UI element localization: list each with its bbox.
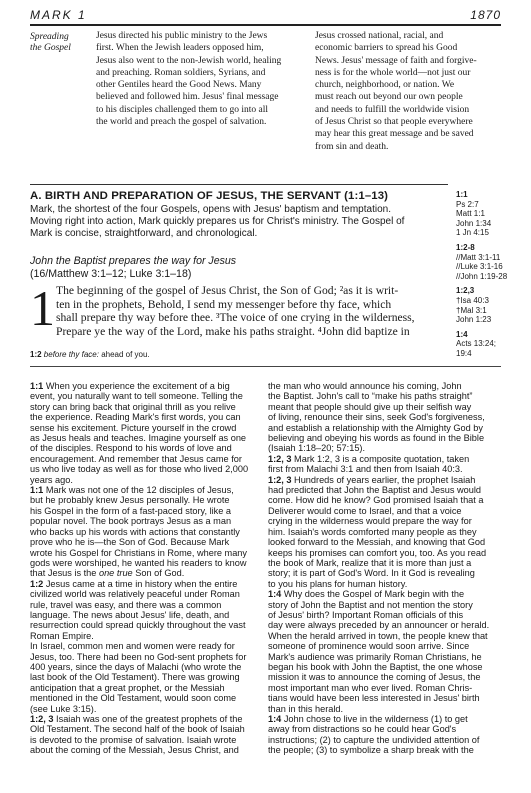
cross-reference-link: 19:4	[456, 348, 472, 358]
study-note-text: resurrection could spread quickly throughout the vast	[30, 620, 246, 631]
study-note-line	[30, 714, 260, 724]
study-note-line	[30, 662, 260, 672]
cross-reference-link: Ps 2:7	[456, 199, 479, 209]
cross-reference-group	[456, 330, 516, 359]
study-note-text: sense his excitement. Picture yourself in the crowd	[30, 422, 237, 433]
study-note-text: When the herald arrived in town, the people knew that	[268, 630, 488, 641]
study-note-text: began his book with John the Baptist, the one whose	[268, 661, 483, 672]
study-note-line	[30, 724, 260, 734]
study-note-line	[30, 579, 260, 589]
study-note-line	[268, 652, 501, 662]
intro-line: Mark, the shortest of the four Gospels, opens with Jesus' baptism and temptation.	[30, 204, 391, 215]
study-note-text: and establish a relationship with the Almighty God by	[268, 422, 484, 433]
cross-reference-link: 1 Jn 4:15	[456, 228, 489, 238]
study-note-line	[268, 433, 501, 443]
study-note-text: come. How did he know? God promised Isaiah that a	[268, 495, 484, 506]
feature-text-line: first. When the Jewish leaders opposed him,	[96, 43, 264, 54]
study-note-line	[30, 600, 260, 610]
feature-text-line: other Gentiles heard the Good News. Many	[96, 80, 262, 91]
study-note-text: day were always preceded by an announcer or herald.	[268, 620, 490, 631]
study-note-line	[30, 423, 260, 433]
study-note-line	[30, 631, 260, 641]
study-note-line	[268, 464, 501, 474]
study-note-text: of the disciples. Respond to his words of love and	[30, 443, 232, 454]
study-note-line	[30, 537, 260, 547]
study-note-text: to you his plans for human history.	[268, 578, 408, 589]
study-note-line	[268, 423, 501, 433]
feature-text-line: News. Jesus' message of faith and forgive-	[315, 55, 477, 66]
cross-reference-link: //Luke 3:1-16	[456, 262, 503, 272]
cross-reference-link: John 1:34	[456, 218, 492, 228]
study-note-line	[268, 735, 501, 745]
study-note-ref: 1:2	[30, 578, 44, 589]
study-note-text: story; it is part of God's Word. In it God is revealing	[268, 568, 475, 579]
study-note-line	[268, 589, 501, 599]
study-note-line	[30, 548, 260, 558]
study-note-line	[268, 495, 501, 505]
study-note-text: the experience. Reading Mark's first words, you can	[30, 412, 241, 423]
study-note-text: away from distractions so he could hear God's	[268, 724, 457, 735]
study-note-text: gods were worshiped, he wanted his readers to know	[30, 557, 247, 568]
passage-subheading: John the Baptist prepares the way for Jesus	[30, 255, 237, 267]
study-note-line	[30, 485, 260, 495]
study-note-text: years ago.	[30, 474, 73, 485]
cross-reference-group	[456, 243, 516, 281]
section-intro	[30, 204, 448, 241]
study-note-line	[30, 568, 260, 578]
study-note-line	[30, 641, 260, 651]
section-title: A. BIRTH AND PREPARATION OF JESUS, THE SERVANT (1:1–13)	[30, 190, 389, 202]
study-note-text: meant that people should give up their selfish way	[268, 401, 472, 412]
study-note-line	[30, 672, 260, 682]
feature-text-line: from sin and death.	[315, 141, 389, 152]
study-note-line	[268, 714, 501, 724]
study-note-text: civilized world was relatively peaceful under Roman	[30, 589, 240, 600]
study-note-text: keeps his promises can comfort you, too. As you read	[268, 547, 487, 558]
study-note-line	[30, 402, 260, 412]
footnote-phrase: before thy face:	[43, 350, 99, 359]
study-note-text: (see Luke 3:15).	[30, 703, 97, 714]
study-note-line	[268, 402, 501, 412]
feature-text-line: economic barriers to spread his Good	[315, 43, 458, 54]
study-note-text: first from Malachi 3:1 and then from Isaiah 40:3.	[268, 464, 463, 475]
study-note-text: instructions; (2) to capture the undivided attention of	[268, 734, 480, 745]
study-note-line	[268, 475, 501, 485]
study-note-text: Mark 1:2, 3 is a composite quotation, taken	[291, 453, 470, 464]
cross-reference-link: //Matt 3:1-11	[456, 252, 501, 262]
feature-text-line: Jesus also went to the non-Jewish world, healing	[96, 55, 282, 66]
study-note-text: of Jesus' birth? Important Roman officials of this	[268, 609, 464, 620]
study-note-text: event, you naturally want to tell someone. Telling the	[30, 391, 243, 402]
study-note-line	[268, 568, 501, 578]
cross-reference-group	[456, 286, 516, 324]
study-note-text: (Isaiah 1:18–20; 57:15).	[268, 443, 366, 454]
study-note-line	[268, 641, 501, 651]
footnote-meaning: ahead of you.	[101, 350, 150, 359]
study-note-line	[268, 620, 501, 630]
study-note-text: anticipation that a great prophet, or the Messiah	[30, 682, 225, 693]
study-note-line	[268, 600, 501, 610]
study-note-line	[30, 704, 260, 714]
study-note-text: him. Isaiah's words comforted many people as they	[268, 526, 477, 537]
scripture-text	[56, 284, 450, 338]
study-note-text: us who live today as well as for those who lived 2,000	[30, 464, 249, 475]
study-note-line	[268, 381, 501, 391]
feature-text-line: Jesus directed his public ministry to the Jews	[96, 31, 268, 41]
study-note-line	[30, 412, 260, 422]
emphasis: one true	[98, 568, 133, 579]
study-note-line	[268, 412, 501, 422]
study-note-text: Isaiah was one of the greatest prophets of the	[53, 714, 243, 724]
study-note-text: believing and obeying his words as found in the Bible	[268, 433, 485, 444]
study-note-line	[268, 672, 501, 682]
study-note-line	[30, 381, 260, 391]
study-note-text: the man who would announce his coming, John	[268, 381, 462, 391]
study-note-text: Old Testament. The second half of the book of Isaiah	[30, 724, 245, 735]
study-note-ref: 1:4	[268, 589, 282, 600]
study-note-line	[30, 464, 260, 474]
study-note-text: mission it was to announce the coming of Jesus, the	[268, 672, 481, 683]
study-note-line	[30, 735, 260, 745]
study-note-text: that Jesus is the one true Son of God.	[30, 568, 185, 579]
feature-label-line: Spreading	[30, 32, 69, 42]
section-rule	[30, 184, 448, 185]
header-rule	[30, 24, 501, 26]
study-note-text: his Gospel in the form of a fast-paced story, like a	[30, 505, 232, 516]
cross-reference-link: Matt 1:1	[456, 209, 485, 219]
study-note-text: about the coming of the Messiah, Jesus Christ, and	[30, 745, 239, 756]
study-note-text: the Baptist. John's call to “make his paths straight”	[268, 391, 473, 402]
footnote	[30, 350, 150, 359]
study-note-line	[268, 537, 501, 547]
study-note-text: Roman Empire.	[30, 630, 94, 641]
study-note-text: but he probably knew Jesus personally. He wrote	[30, 495, 230, 506]
notes-rule	[30, 366, 501, 367]
study-note-text: story of John the Baptist and not mention the story	[268, 599, 473, 610]
study-note-text: had predicted that John the Baptist and Jesus would	[268, 485, 481, 496]
study-note-text: language. The news about Jesus' life, death, and	[30, 609, 230, 620]
study-note-text: rule, travel was easy, and there was a common	[30, 599, 222, 610]
study-note-line	[30, 683, 260, 693]
study-note-line	[30, 527, 260, 537]
cross-reference-link: John 1:23	[456, 315, 492, 325]
study-note-text: wrote his Gospel for Christians in Rome, where many	[30, 547, 248, 558]
study-note-text: Mark's audience was primarily Roman Christians, he	[268, 651, 482, 662]
study-note-text: Jesus, too. There had been no God-sent prophets for	[30, 651, 247, 662]
study-note-line	[268, 548, 501, 558]
feature-text-line: of Jesus Christ so that people everywhere	[315, 117, 473, 128]
study-note-text: is devoted to the promise of salvation. Isaiah wrote	[30, 734, 237, 745]
study-note-line	[268, 506, 501, 516]
study-note-line	[30, 516, 260, 526]
book-chapter-label: MARK 1	[30, 8, 87, 22]
study-note-ref: 1:2, 3	[268, 453, 292, 464]
study-note-ref: 1:2, 3	[268, 474, 292, 485]
chapter-drop-cap: 1	[30, 280, 55, 336]
study-note-text: When you experience the excitement of a big	[43, 381, 230, 391]
study-note-line	[268, 454, 501, 464]
study-note-text: Jesus came at a time in history when the entire	[43, 578, 238, 589]
cross-reference-group	[456, 190, 516, 238]
study-note-text: Mark was not one of the 12 disciples of Jesus,	[43, 485, 234, 496]
footnote-ref: 1:2	[30, 350, 42, 359]
feature-text-line: and needs to fulfill the worldwide vision	[315, 104, 470, 115]
study-note-text: most important man who ever lived. Roman Chris-	[268, 682, 473, 693]
study-note-text: someone of prominence would soon arrive. Since	[268, 641, 470, 652]
study-note-text: of living, renounce their sins, seek God's forgiveness,	[268, 412, 485, 423]
study-note-line	[30, 391, 260, 401]
cross-reference-link: †Mal 3:1	[456, 305, 487, 315]
study-note-text: than in this herald.	[268, 703, 344, 714]
study-note-text: 400 years, since the days of Malachi (who wrote the	[30, 661, 242, 672]
study-note-line	[30, 558, 260, 568]
cross-reference-link: Acts 13:24;	[456, 339, 497, 349]
feature-text-line: ness is for the whole world—not just our	[315, 67, 471, 78]
feature-text-line: Jesus crossed national, racial, and	[315, 31, 444, 41]
study-note-line	[268, 724, 501, 734]
study-note-line	[30, 745, 260, 755]
feature-text-line: must reach out beyond our own people	[315, 92, 463, 103]
study-note-text: Hundreds of years earlier, the prophet Isaiah	[291, 474, 476, 485]
feature-text-line: the world and preach the gospel of salvation.	[96, 117, 267, 128]
cross-references	[456, 190, 516, 364]
feature-label	[30, 32, 90, 54]
study-note-line	[30, 433, 260, 443]
study-note-line	[268, 662, 501, 672]
study-notes-right	[268, 381, 501, 756]
study-note-line	[268, 693, 501, 703]
feature-text-line: to his disciples challenged them to go into all	[96, 104, 269, 115]
study-note-text: Why does the Gospel of Mark begin with the	[281, 589, 465, 600]
study-note-ref: 1:1	[30, 381, 44, 391]
cross-reference-link: †Isa 40:3	[456, 295, 489, 305]
cross-reference-verse: 1:4	[456, 329, 468, 339]
study-note-text: looked forward to the Messiah, and knowing that God	[268, 537, 486, 548]
cross-reference-verse: 1:2,3	[456, 286, 475, 296]
scripture-line: Prepare ye the way of the Lord, make his paths straight. ⁴John did baptize in	[56, 324, 410, 338]
study-note-text: the book of Mark, realize that it is more than just a	[268, 557, 472, 568]
study-note-text: as Jesus heals and teaches. Imagine yourself as one	[30, 433, 247, 444]
study-note-line	[268, 745, 501, 755]
study-note-text: encouragement. And remember that Jesus came for	[30, 453, 242, 464]
study-note-line	[268, 610, 501, 620]
feature-column-right	[315, 30, 502, 153]
study-note-text: last book of the Old Testament). There was growing	[30, 672, 240, 683]
feature-column-left	[96, 30, 296, 128]
study-note-line	[30, 454, 260, 464]
study-note-line	[268, 485, 501, 495]
scripture-line: The beginning of the gospel of Jesus Christ, the Son of God; ²as it is writ-	[56, 284, 399, 297]
study-note-line	[268, 516, 501, 526]
study-note-text: the people; (3) to symbolize a sharp break with the	[268, 745, 474, 756]
study-note-line	[30, 589, 260, 599]
study-note-line	[30, 443, 260, 453]
study-note-line	[30, 506, 260, 516]
study-note-line	[30, 495, 260, 505]
study-note-line	[30, 652, 260, 662]
study-note-line	[268, 558, 501, 568]
study-note-line	[268, 704, 501, 714]
scripture-line: shall prepare thy way before thee. ³The voice of one crying in the wilderness,	[56, 311, 415, 325]
study-note-line	[268, 443, 501, 453]
study-notes-left	[30, 381, 260, 756]
intro-line: Moving right into action, Mark quickly prepares us for Christ's ministry. The Gospel of	[30, 216, 405, 228]
study-note-line	[268, 527, 501, 537]
study-note-text: popular novel. The book portrays Jesus as a man	[30, 516, 232, 527]
study-note-line	[30, 693, 260, 703]
cross-reference-verse: 1:1	[456, 190, 468, 199]
intro-line: Mark is concise, straightforward, and chronological.	[30, 228, 258, 240]
feature-text-line: may hear this great message and be saved	[315, 129, 474, 140]
study-note-text: John chose to live in the wilderness (1) to get	[281, 714, 468, 724]
study-note-text: prove who he is—the Son of God. Because Mark	[30, 537, 230, 548]
study-note-line	[30, 475, 260, 485]
study-note-ref: 1:1	[30, 485, 44, 496]
study-note-line	[30, 610, 260, 620]
page-number: 1870	[470, 8, 501, 22]
study-note-text: tians would have been less interested in Jesus' birth	[268, 693, 480, 704]
study-note-text: mentioned in the Old Testament, would soon come	[30, 693, 237, 704]
study-note-text: Deliverer would come to Israel, and that a voice	[268, 505, 462, 516]
study-note-line	[268, 683, 501, 693]
parallel-passages: (16/Matthew 3:1–12; Luke 3:1–18)	[30, 268, 192, 280]
study-note-line	[268, 631, 501, 641]
study-note-line	[268, 391, 501, 401]
feature-text-line: believed and followed him. Jesus' final message	[96, 92, 279, 103]
cross-reference-verse: 1:2-8	[456, 242, 475, 252]
study-note-text: In Israel, common men and women were ready for	[30, 641, 235, 652]
study-note-ref: 1:4	[268, 714, 282, 724]
study-note-text: crying in the wilderness would prepare the way for	[268, 516, 472, 527]
study-note-ref: 1:2, 3	[30, 714, 54, 724]
study-note-line	[30, 620, 260, 630]
scripture-line: ten in the prophets, Behold, I send my messenger before thy face, which	[56, 297, 392, 311]
feature-label-line: the Gospel	[30, 43, 71, 53]
cross-reference-link: //John 1:19-28	[456, 271, 508, 281]
study-note-text: who backs up his words with actions that constantly	[30, 526, 240, 537]
feature-text-line: church, neighborhood, or nation. We	[315, 80, 455, 91]
study-note-text: story can bring back that original thrill as you relive	[30, 401, 236, 412]
feature-text-line: and preaching. Roman soldiers, Syrians, and	[96, 67, 266, 78]
study-note-line	[268, 579, 501, 589]
